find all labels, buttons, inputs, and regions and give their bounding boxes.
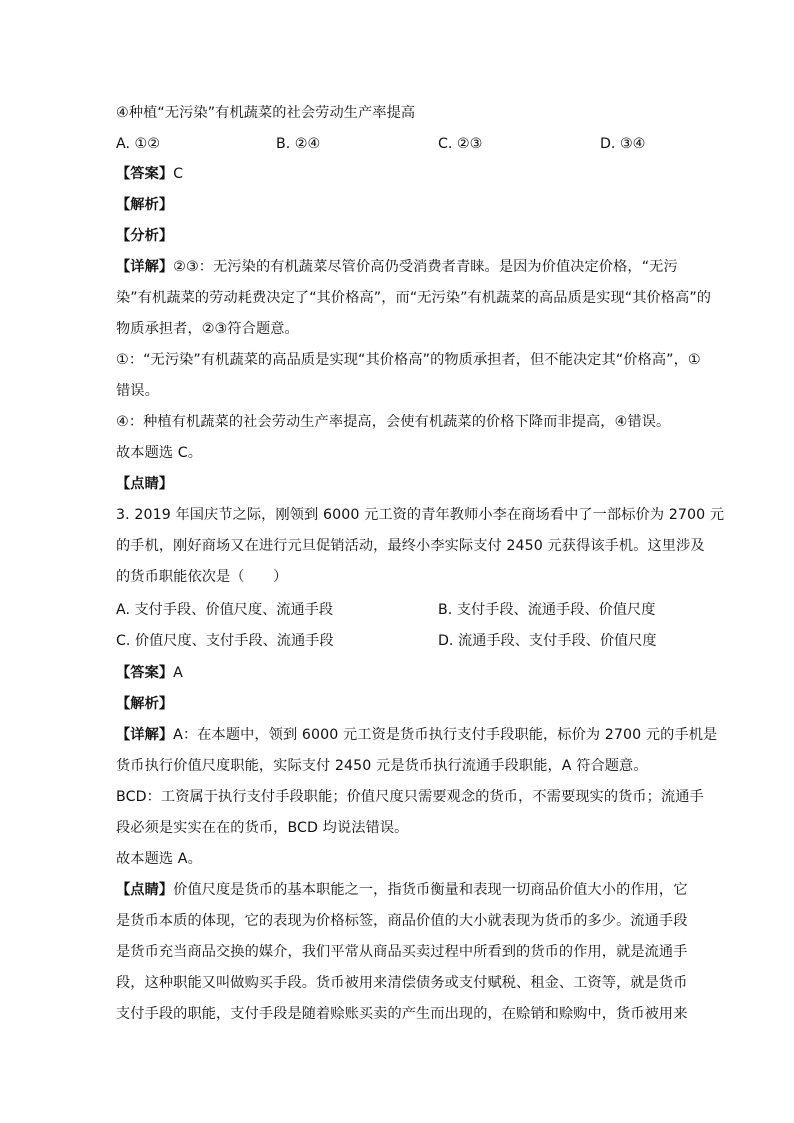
detail-text: A：在本题中，领到 6000 元工资是货币执行支付手段职能，标价为 2700 元的手机是 xyxy=(173,727,718,743)
option-a: A. ①② xyxy=(116,136,160,152)
question-stem: 3. 2019 年国庆节之际，刚领到 6000 元工资的青年教师小李在商场看中了一部标价为 2700 元 xyxy=(116,507,725,523)
detail-line: 物质承担者，②③符合题意。 xyxy=(116,321,299,337)
detail-line: 染”有机蔬菜的劳动耗费决定了“其价格高”，而“无污染”有机蔬菜的高品质是实现“其价格高”的 xyxy=(116,290,712,306)
option-c: C. ②③ xyxy=(438,136,483,152)
dianjing-line: 是货币本质的体现，它的表现为价格标签，商品价值的大小就表现为货币的多少。流通手段 xyxy=(116,913,688,929)
dianjing-text: 价值尺度是货币的基本职能之一，指货币衡量和表现一切商品价值大小的作用，它 xyxy=(173,882,688,898)
answer-tag: 【答案】 xyxy=(116,166,174,182)
dianjing-line xyxy=(116,880,688,900)
detail-line: 故本题选 A。 xyxy=(116,851,202,867)
answer-value: C xyxy=(173,166,184,182)
question-stem: 的手机，刚好商场又在进行元旦促销活动，最终小李实际支付 2450 元获得该手机。这里涉及 xyxy=(116,538,705,554)
dianjing-line: 是货币充当商品交换的媒介，我们平常从商品买卖过程中所看到的货币的作用，就是流通手 xyxy=(116,944,688,960)
detail-line xyxy=(116,725,717,745)
dianjing-line: 支付手段的职能，支付手段是随着赊账买卖的产生而出现的，在赊销和赊购中，货币被用来 xyxy=(116,1006,688,1022)
detail-line: ④：种植有机蔬菜的社会劳动生产率提高，会使有机蔬菜的价格下降而非提高，④错误。 xyxy=(116,414,671,430)
detail-line: 段必须是实实在在的货币，BCD 均说法错误。 xyxy=(116,820,409,836)
option-d: D. ③④ xyxy=(600,136,646,152)
option-c: C. 价值尺度、支付手段、流通手段 xyxy=(116,633,334,649)
option-d: D. 流通手段、支付手段、价值尺度 xyxy=(438,633,657,649)
jiexi-tag: 【解析】 xyxy=(116,197,174,213)
detail-text: ②③：无污染的有机蔬菜尽管价高仍受消费者青睐。是因为价值决定价格，“无污 xyxy=(173,259,678,275)
dianjing-tag: 【点睛】 xyxy=(116,882,174,898)
detail-line: 货币执行价值尺度职能，实际支付 2450 元是货币执行流通手段职能，A 符合题意。 xyxy=(116,758,648,774)
detail-line: 故本题选 C。 xyxy=(116,445,203,461)
question-stem: 的货币职能依次是（ ） xyxy=(116,569,288,585)
option-b: B. 支付手段、流通手段、价值尺度 xyxy=(438,602,656,618)
detail-line: 错误。 xyxy=(116,383,159,399)
jiexi-tag: 【解析】 xyxy=(116,696,174,712)
detail-line: BCD：工资属于执行支付手段职能；价值尺度只需要观念的货币，不需要现实的货币；流通手 xyxy=(116,789,704,805)
answer-line xyxy=(116,663,183,683)
option-a: A. 支付手段、价值尺度、流通手段 xyxy=(116,602,334,618)
answer-line xyxy=(116,164,183,184)
answer-value: A xyxy=(173,665,183,681)
statement-4: ④种植“无污染”有机蔬菜的社会劳动生产率提高 xyxy=(116,105,416,121)
fenxi-tag: 【分析】 xyxy=(116,228,174,244)
option-b: B. ②④ xyxy=(276,136,321,152)
dianjing-line: 段，这种职能又叫做购买手段。货币被用来清偿债务或支付赋税、租金、工资等，就是货币 xyxy=(116,975,688,991)
answer-tag: 【答案】 xyxy=(116,665,174,681)
detail-tag: 【详解】 xyxy=(116,727,174,743)
detail-line: ①：“无污染”有机蔬菜的高品质是实现“其价格高”的物质承担者，但不能决定其“价格高”，① xyxy=(116,352,701,368)
detail-line xyxy=(116,257,678,277)
dianjing-tag: 【点睛】 xyxy=(116,476,174,492)
detail-tag: 【详解】 xyxy=(116,259,174,275)
